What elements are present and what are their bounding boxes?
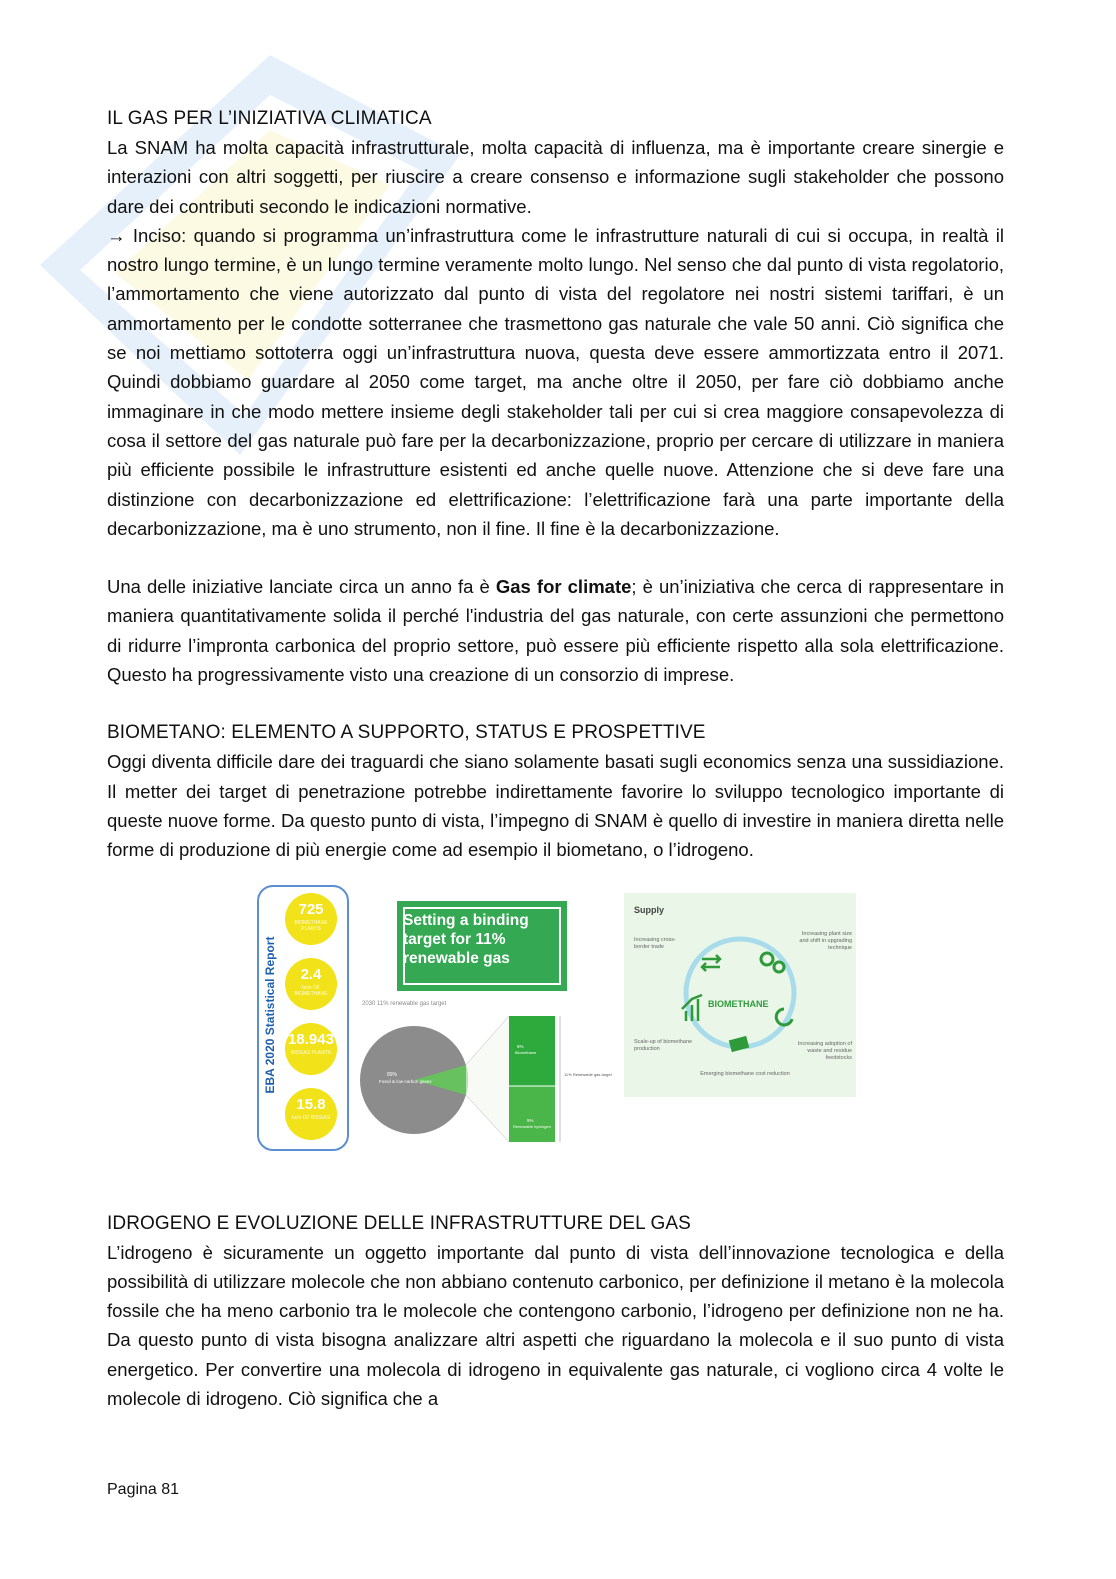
bold-term-gas-for-climate: Gas for climate bbox=[495, 576, 632, 598]
stat-circle: 725 BIOMETHANE PLANTS bbox=[285, 893, 337, 945]
text: ; è un’iniziativa che cerca di rappresentare in maniera quantitativamente solida il perché l'industria del gas naturale, con certe assunzioni che permettono di ridurre l’impronta carbonica del proprio settore, può essere più efficiente rispetto alla sola elettrificazione. Questo ha progressivamente visto una creazione di un consorzio di imprese. bbox=[107, 576, 1004, 686]
eba-title: EBA 2020 Statistical Report bbox=[263, 936, 277, 1094]
paragraph: Oggi diventa difficile dare dei traguardi che siano solamente basati sugli economics senza una sussidiazione. Il metter dei target di penetrazione potrebbe indirettamente favorire lo sviluppo tecnologico importante di queste nuove forme. Da questo punto di vista, l’impegno di SNAM è quello di investire in maniera diretta nelle forme di produzione di più energie come ad esempio il biometano, o l’idrogeno. bbox=[107, 751, 1004, 861]
text: Una delle iniziative lanciate circa un anno fa è bbox=[107, 576, 496, 598]
supply-note: Increasing plant size and shift in upgrading technique bbox=[799, 930, 852, 951]
document-body bbox=[107, 104, 1004, 1413]
pie-caption: 2030 11% renewable gas target bbox=[362, 1000, 447, 1007]
pie-label-fossil: 89% bbox=[387, 1071, 398, 1078]
supply-note: Emerging biomethane cost reduction bbox=[700, 1070, 790, 1077]
biomethane-label: BIOMETHANE bbox=[708, 998, 769, 1009]
stat-circle: 2.4 bcm OF BIOMETHANE bbox=[285, 958, 337, 1010]
paragraph-gas-for-climate bbox=[107, 572, 1004, 689]
banner-line: renewable gas bbox=[403, 949, 510, 967]
heading-biometano: BIOMETANO: ELEMENTO A SUPPORTO, STATUS E PROSPETTIVE bbox=[107, 722, 706, 744]
heading-idrogeno: IDROGENO E EVOLUZIONE DELLE INFRASTRUTTURE DEL GAS bbox=[107, 1212, 691, 1234]
renewable-gas-banner bbox=[397, 901, 567, 991]
stat-circle: 18.943 BIOGAS PLANTS bbox=[285, 1023, 337, 1075]
renewable-gas-pie bbox=[357, 1012, 617, 1147]
figure-biomethane bbox=[107, 877, 1004, 1177]
stat-circle: 15.8 bcm OF BIOGAS bbox=[285, 1088, 337, 1140]
svg-text:Biomethane: Biomethane bbox=[515, 1049, 537, 1055]
heading-gas-iniziativa-climatica: IL GAS PER L’INIZIATIVA CLIMATICA bbox=[107, 108, 432, 129]
gear-icon bbox=[761, 953, 773, 965]
svg-text:6%: 6% bbox=[517, 1043, 524, 1049]
supply-title: Supply bbox=[634, 904, 665, 915]
bar-hydrogen bbox=[509, 1086, 555, 1142]
gear-icon bbox=[774, 962, 784, 972]
page-number: Pagina 81 bbox=[107, 1481, 180, 1498]
biomethane-cycle bbox=[624, 893, 856, 1097]
svg-text:Renewable hydrogen: Renewable hydrogen bbox=[513, 1123, 551, 1129]
supply-note: Increasing cross-border trade bbox=[634, 936, 676, 950]
money-icon bbox=[729, 1035, 749, 1051]
pie-label-fossil-sub: Fossil & low-carbon gases bbox=[379, 1078, 432, 1084]
paragraph: L’idrogeno è sicuramente un oggetto importante dal punto di vista dell’innovazione tecnologica e della possibilità di utilizzare molecole che non abbiano contenuto carbonico, per definizione il metano è la molecola fossile che ha meno carbonio tra le molecole che contengono carbonio, l’idrogeno per definizione non ne ha. Da questo punto di vista bisogna analizzare altri aspetti che riguardano la molecola e il suo punto di vista energetico. Per convertire una molecola di idrogeno in equivalente gas naturale, ci vogliono circa 4 volte le molecole di idrogeno. Ciò significa che a bbox=[107, 1241, 1004, 1410]
eba-stats-panel bbox=[257, 885, 349, 1151]
supply-diagram bbox=[624, 893, 856, 1097]
paragraph-inciso: → Inciso: quando si programma un’infrastruttura come le infrastrutture naturali di cui si occupa, in realtà il nostro lungo termine, è un lungo termine veramente molto lungo. Nel senso che dal punto di vista regolatorio, l’ammortamento che viene autorizzato dal punto di vista del regolatore nei nostri sistemi tariffari, è un ammortamento per le condotte sotterranee che trasmettono gas naturale che vale 50 anni. Ciò significa che se noi mettiamo sottoterra oggi un’infrastruttura nuova, questa deve essere ammortizzata entro il 2071. Quindi dobbiamo guardare al 2050 come target, ma anche oltre il 2050, per fare ciò dobbiamo anche immaginare in che modo mettere insieme degli stakeholder tali per cui si crea maggiore consapevolezza di cosa il settore del gas naturale può fare per la decarbonizzazione, proprio per cercare di utilizzare in maniera più efficiente possibile le infrastrutture esistenti ed anche quelle nuove. Attenzione che si deve fare una distinzione con decarbonizzazione ed elettrificazione: l’elettrificazione farà una parte importante della decarbonizzazione, ma è uno strumento, non il fine. Il fine è la decarbonizzazione. bbox=[107, 224, 1004, 539]
banner-line: Setting a binding bbox=[403, 911, 529, 929]
exchange-icon bbox=[702, 955, 720, 971]
svg-text:5%: 5% bbox=[527, 1117, 534, 1123]
supply-note: Scale-up of biomethane production bbox=[634, 1038, 693, 1052]
target-label: 11% Renewable gas target bbox=[564, 1071, 612, 1077]
supply-note: Increasing adoption of waste and residue feedstocks bbox=[797, 1040, 852, 1061]
paragraph: La SNAM ha molta capacità infrastrutturale, molta capacità di influenza, ma è importante creare sinergie e interazioni con altri soggetti, per riuscire a creare consenso e informazione sugli stakeholder che possono dare dei contributi secondo le indicazioni normative. bbox=[107, 137, 1004, 217]
banner-line: target for 11% bbox=[403, 930, 506, 948]
